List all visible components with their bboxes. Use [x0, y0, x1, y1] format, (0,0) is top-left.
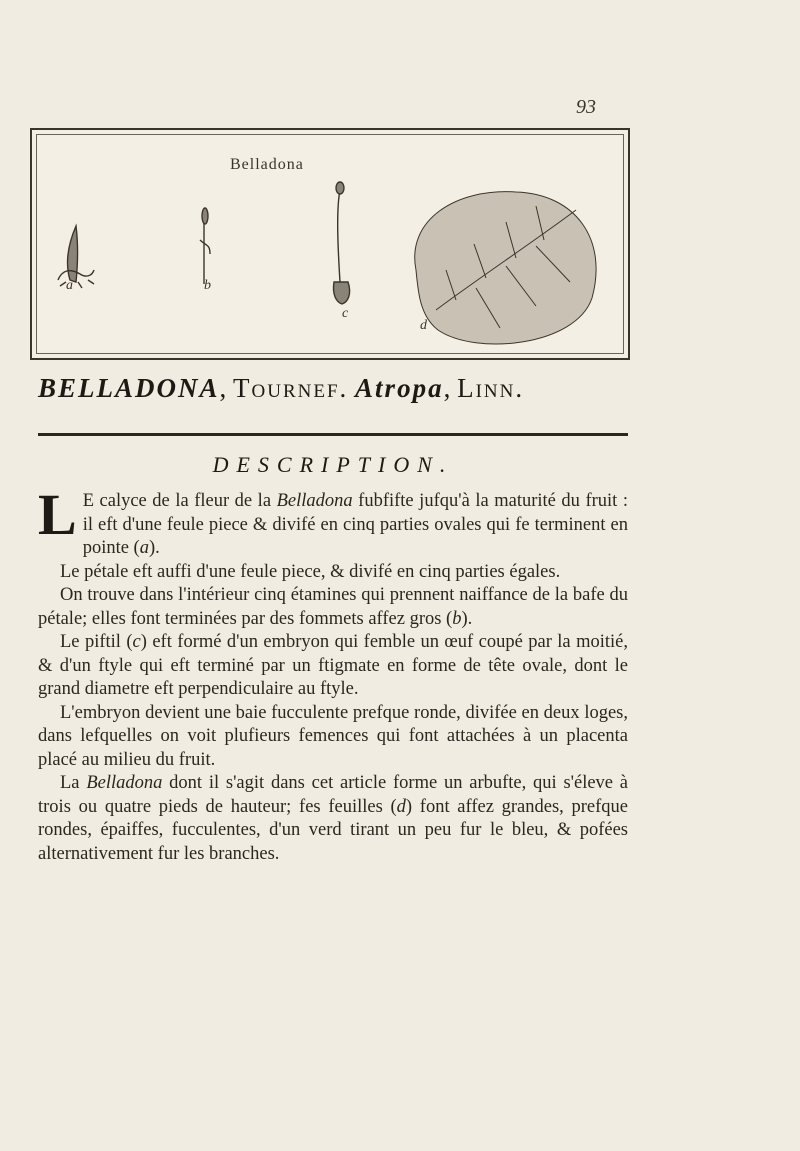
italic-text: b	[452, 608, 462, 629]
description-paragraph	[38, 584, 628, 631]
italic-text: Belladona	[276, 491, 353, 511]
plate-illustration	[36, 170, 621, 356]
genus-name: BELLADONA	[38, 373, 220, 403]
text-run: On trouve dans l'intérieur cinq étamines qui prennent naiffance de la bafe du pétale; elles font terminées par des fommets affez gros (	[38, 585, 628, 629]
description-paragraph	[38, 772, 628, 866]
fig-label-d: d	[420, 318, 427, 333]
description-paragraph	[38, 482, 628, 561]
description-paragraph	[38, 631, 628, 702]
page-number: 93	[576, 96, 596, 118]
italic-text: Belladona	[86, 773, 163, 793]
description-text	[38, 482, 629, 866]
fig-label-b: b	[204, 278, 211, 293]
text-run: ) eft formé d'un embryon qui femble un œuf coupé par la moitié, & d'un ftyle qui eft terminé par un ftigmate en forme de tête ovale, dont le grand diametre eft perpendiculaire au ftyle.	[38, 632, 628, 699]
italic-text: a	[139, 538, 149, 558]
heading-separator: ,	[219, 373, 234, 403]
text-run: Le piftil (	[60, 632, 133, 652]
author-tournefort: Tournef.	[233, 373, 349, 403]
fig-label-c: c	[342, 306, 349, 321]
calyx-drawing	[58, 226, 94, 288]
text-run: E calyce de la fleur de la	[82, 491, 277, 511]
text-run: dont il s'agit dans cet article forme un arbufte, qui s'éleve à trois ou quatre pieds de hauteur; fes feuilles (	[38, 773, 629, 817]
italic-text: d	[396, 796, 406, 817]
text-run: L'embryon devient une baie fucculente prefque ronde, divifée en deux loges, dans lefquelles on voit plufieurs femences qui font attachées à un placenta placé au milieu du fruit.	[38, 702, 628, 770]
synonym-atropa: Atropa	[355, 373, 444, 403]
italic-text: c	[132, 632, 141, 652]
text-run: La	[60, 773, 87, 793]
heading-separator: ,	[443, 373, 458, 403]
text-run: ).	[148, 538, 160, 558]
running-title	[38, 373, 628, 404]
text-run: ) font affez grandes, prefque rondes, épaiffes, fucculentes, d'un verd tirant un peu fur le bleu, & pofées alternativement fur les branches.	[38, 796, 629, 864]
text-run: ).	[461, 608, 473, 629]
description-paragraph	[38, 561, 628, 585]
heading-rule	[38, 433, 628, 436]
author-linnaeus: Linn.	[457, 373, 525, 403]
drop-cap: L	[38, 482, 77, 547]
description-paragraph	[38, 702, 628, 773]
text-run: fubfifte jufqu'à la maturité du fruit : il eft d'une feule piece & divifé en cinq parties ovales qui fe terminent en pointe (	[82, 491, 628, 558]
section-title: DESCRIPTION.	[212, 452, 454, 477]
text-run: Le pétale eft auffi d'une feule piece, & divifé en cinq parties égales.	[60, 561, 561, 582]
stamen-drawing	[200, 208, 210, 284]
pistil-drawing	[333, 182, 349, 304]
leaf-drawing	[415, 192, 596, 344]
fig-label-a: a	[66, 278, 73, 293]
plate-title: Belladona	[230, 156, 304, 173]
